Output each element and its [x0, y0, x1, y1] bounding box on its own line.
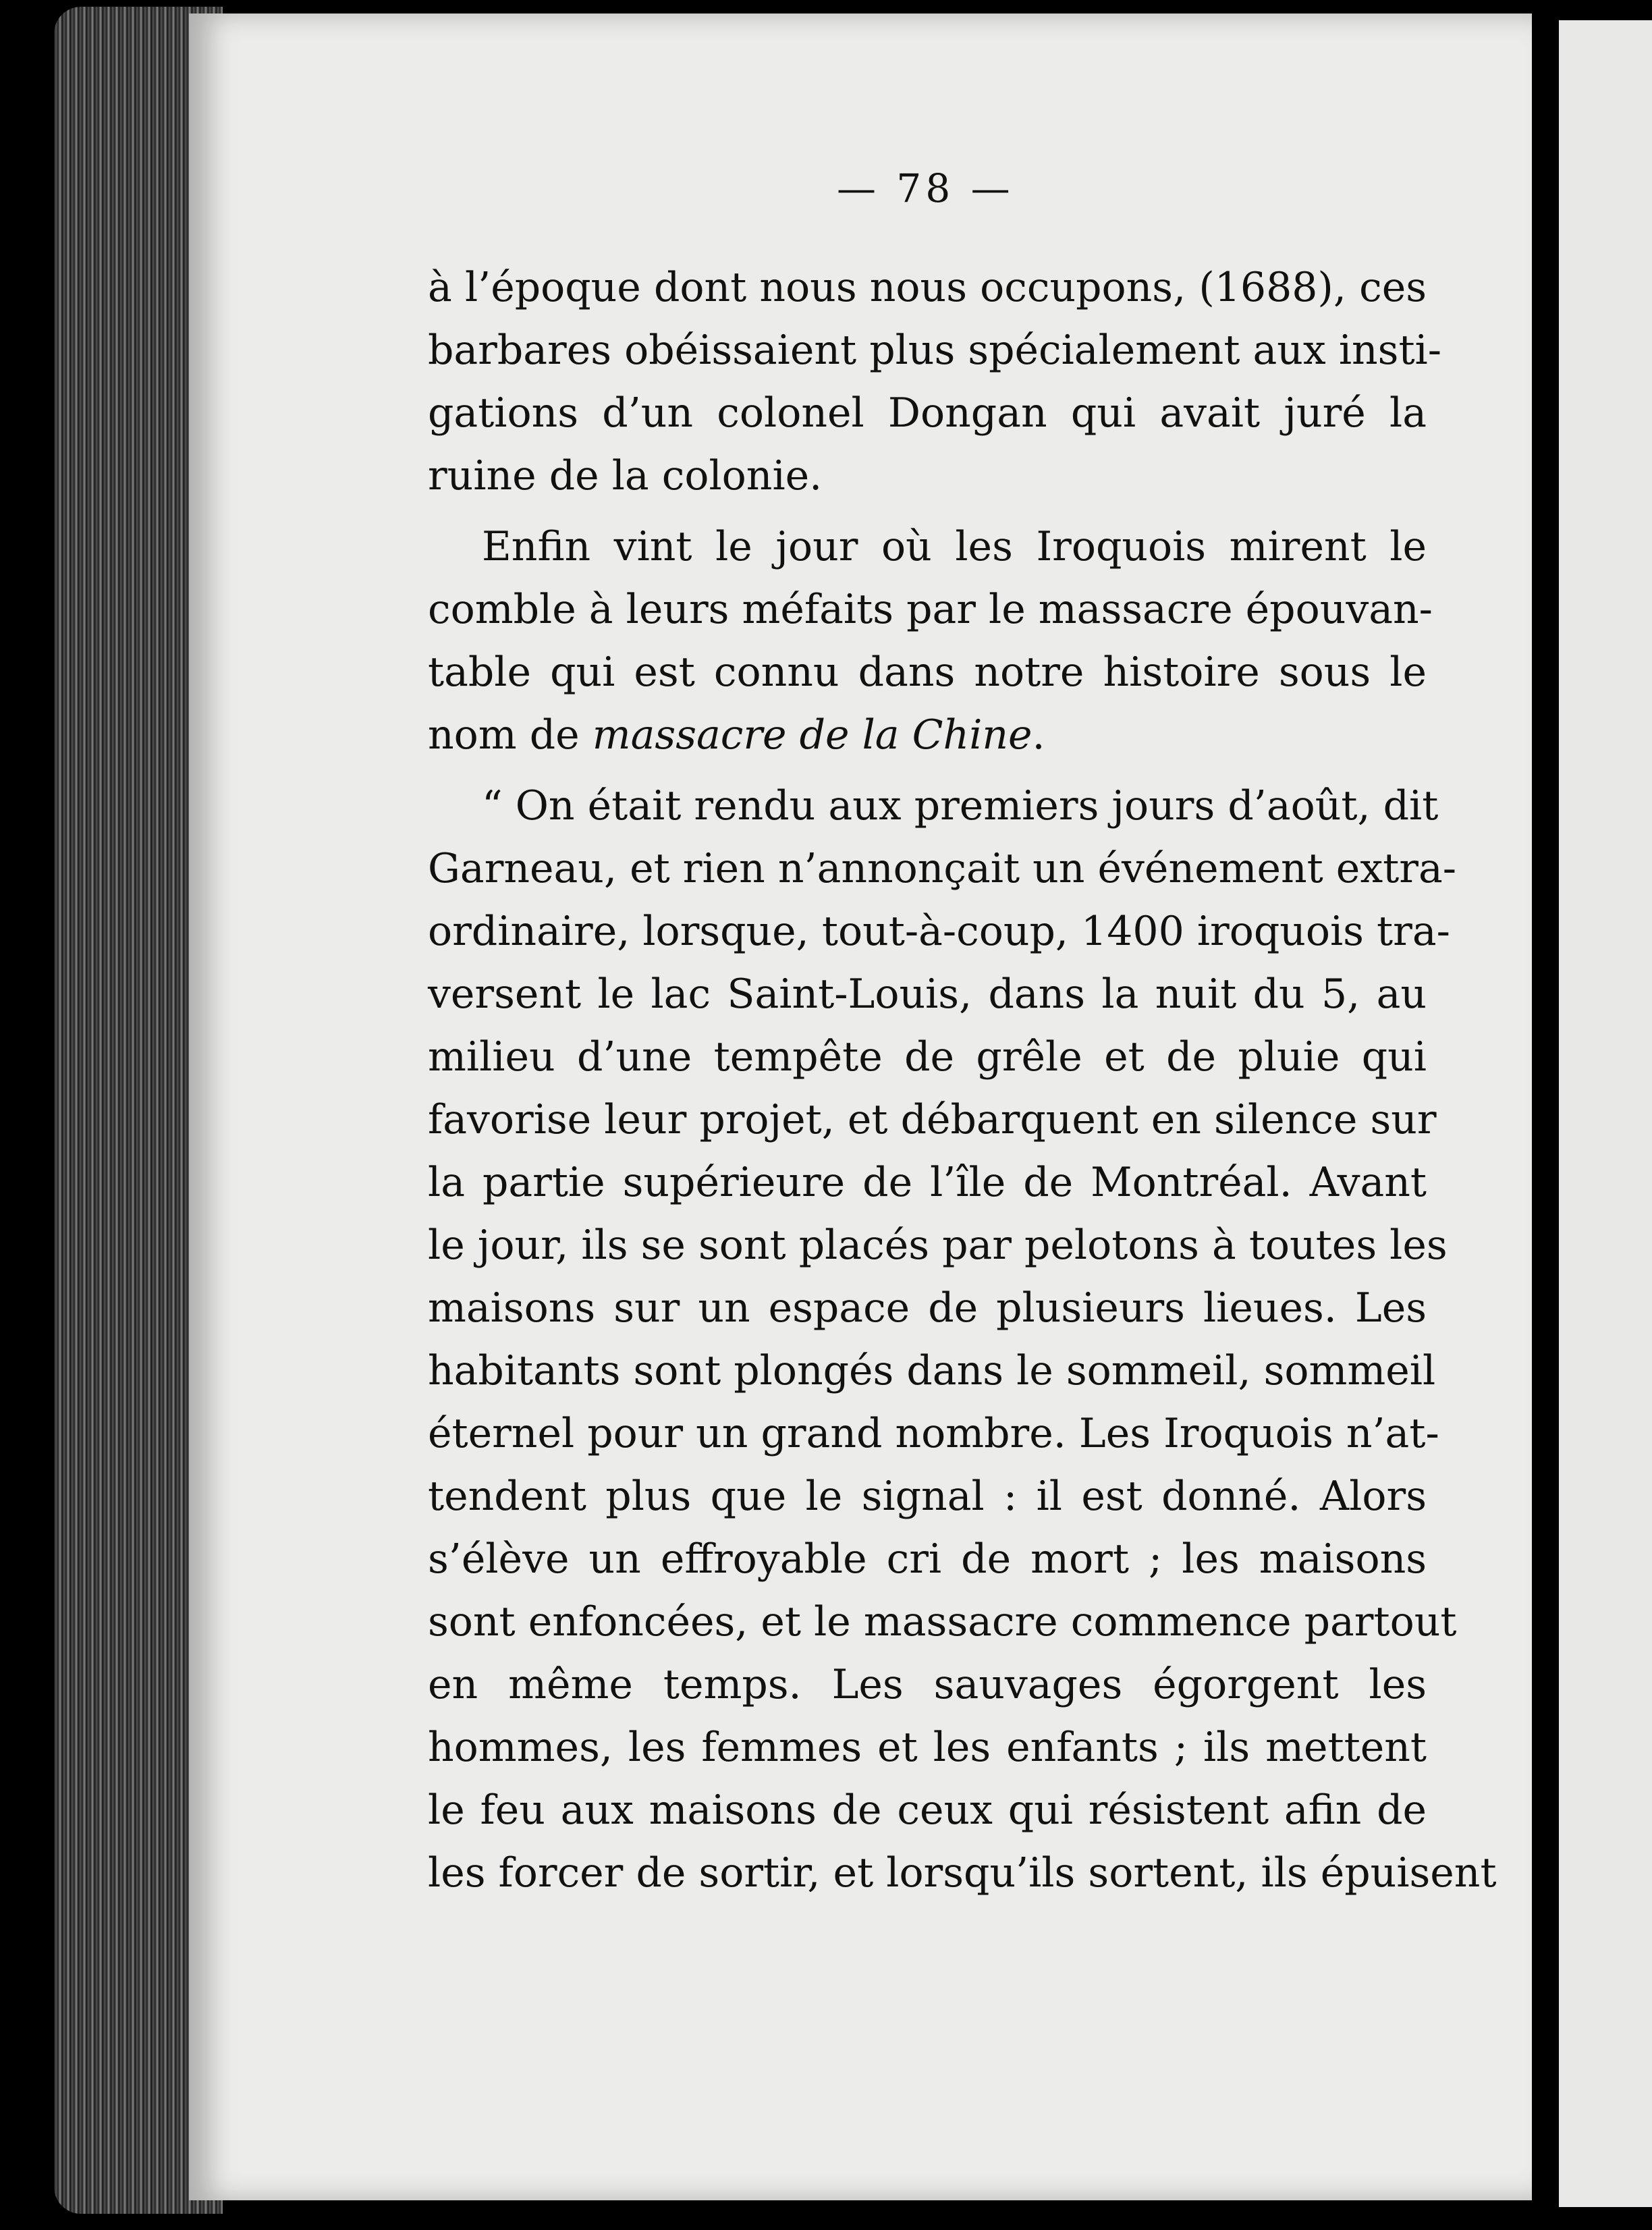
text-line: ruine de la colonie. — [428, 452, 823, 499]
text-line — [428, 704, 1427, 767]
text-line: s’élève un effroyable cri de mort ; les maisons — [428, 1535, 1427, 1583]
text-line: gations d’un colonel Dongan qui avait juré la — [428, 389, 1427, 437]
text-line: table qui est connu dans notre histoire sous le — [428, 649, 1427, 696]
text-line: tendent plus que le signal : il est donné. Alors — [428, 1473, 1427, 1520]
text-line: éternel pour un grand nombre. Les Iroquois n’at- — [428, 1410, 1439, 1457]
page-number: — 78 — — [837, 165, 1014, 211]
paragraph-3-quote — [428, 775, 1497, 1905]
text-line: sont enfoncées, et le massacre commence partout — [428, 1598, 1457, 1646]
text-line: versent le lac Saint-Louis, dans la nuit du 5, au — [428, 971, 1427, 1018]
text-line: comble à leurs méfaits par le massacre épouvan- — [428, 586, 1433, 633]
gutter-shadow — [1532, 0, 1552, 2230]
text-line: favorise leur projet, et débarquent en silence sur — [428, 1096, 1437, 1143]
paragraph-1 — [428, 256, 1442, 508]
text-line: Enfin vint le jour où les Iroquois mirent le — [482, 523, 1427, 570]
text-line: Garneau, et rien n’annonçait un événement extra- — [428, 845, 1456, 892]
facing-page-edge — [1559, 20, 1652, 2207]
text-fragment: nom de — [428, 711, 593, 759]
text-line: le feu aux maisons de ceux qui résistent afin de — [428, 1787, 1427, 1834]
text-line: la partie supérieure de l’île de Montréal. Avant — [428, 1159, 1427, 1206]
text-line: milieu d’une tempête de grêle et de pluie qui — [428, 1033, 1427, 1081]
text-line: barbares obéissaient plus spécialement aux insti- — [428, 327, 1442, 374]
text-line: les forcer de sortir, et lorsqu’ils sortent, ils épuisent — [428, 1849, 1497, 1897]
text-line: maisons sur un espace de plusieurs lieues. Les — [428, 1284, 1427, 1332]
text-line: en même temps. Les sauvages égorgent les — [428, 1661, 1427, 1708]
italic-title: massacre de la Chine — [592, 711, 1032, 759]
text-line: hommes, les femmes et les enfants ; ils mettent — [428, 1724, 1427, 1771]
body-text — [428, 256, 1497, 1913]
text-line: le jour, ils se sont placés par pelotons à toutes les — [428, 1222, 1448, 1269]
text-line: habitants sont plongés dans le sommeil, sommeil — [428, 1347, 1436, 1394]
text-line: à l’époque dont nous nous occupons, (1688), ces — [428, 264, 1427, 311]
paragraph-2 — [428, 516, 1433, 767]
text-fragment: . — [1032, 711, 1045, 759]
text-line: “ On était rendu aux premiers jours d’août, dit — [482, 782, 1439, 830]
text-line: ordinaire, lorsque, tout-à-coup, 1400 iroquois tra- — [428, 908, 1450, 955]
